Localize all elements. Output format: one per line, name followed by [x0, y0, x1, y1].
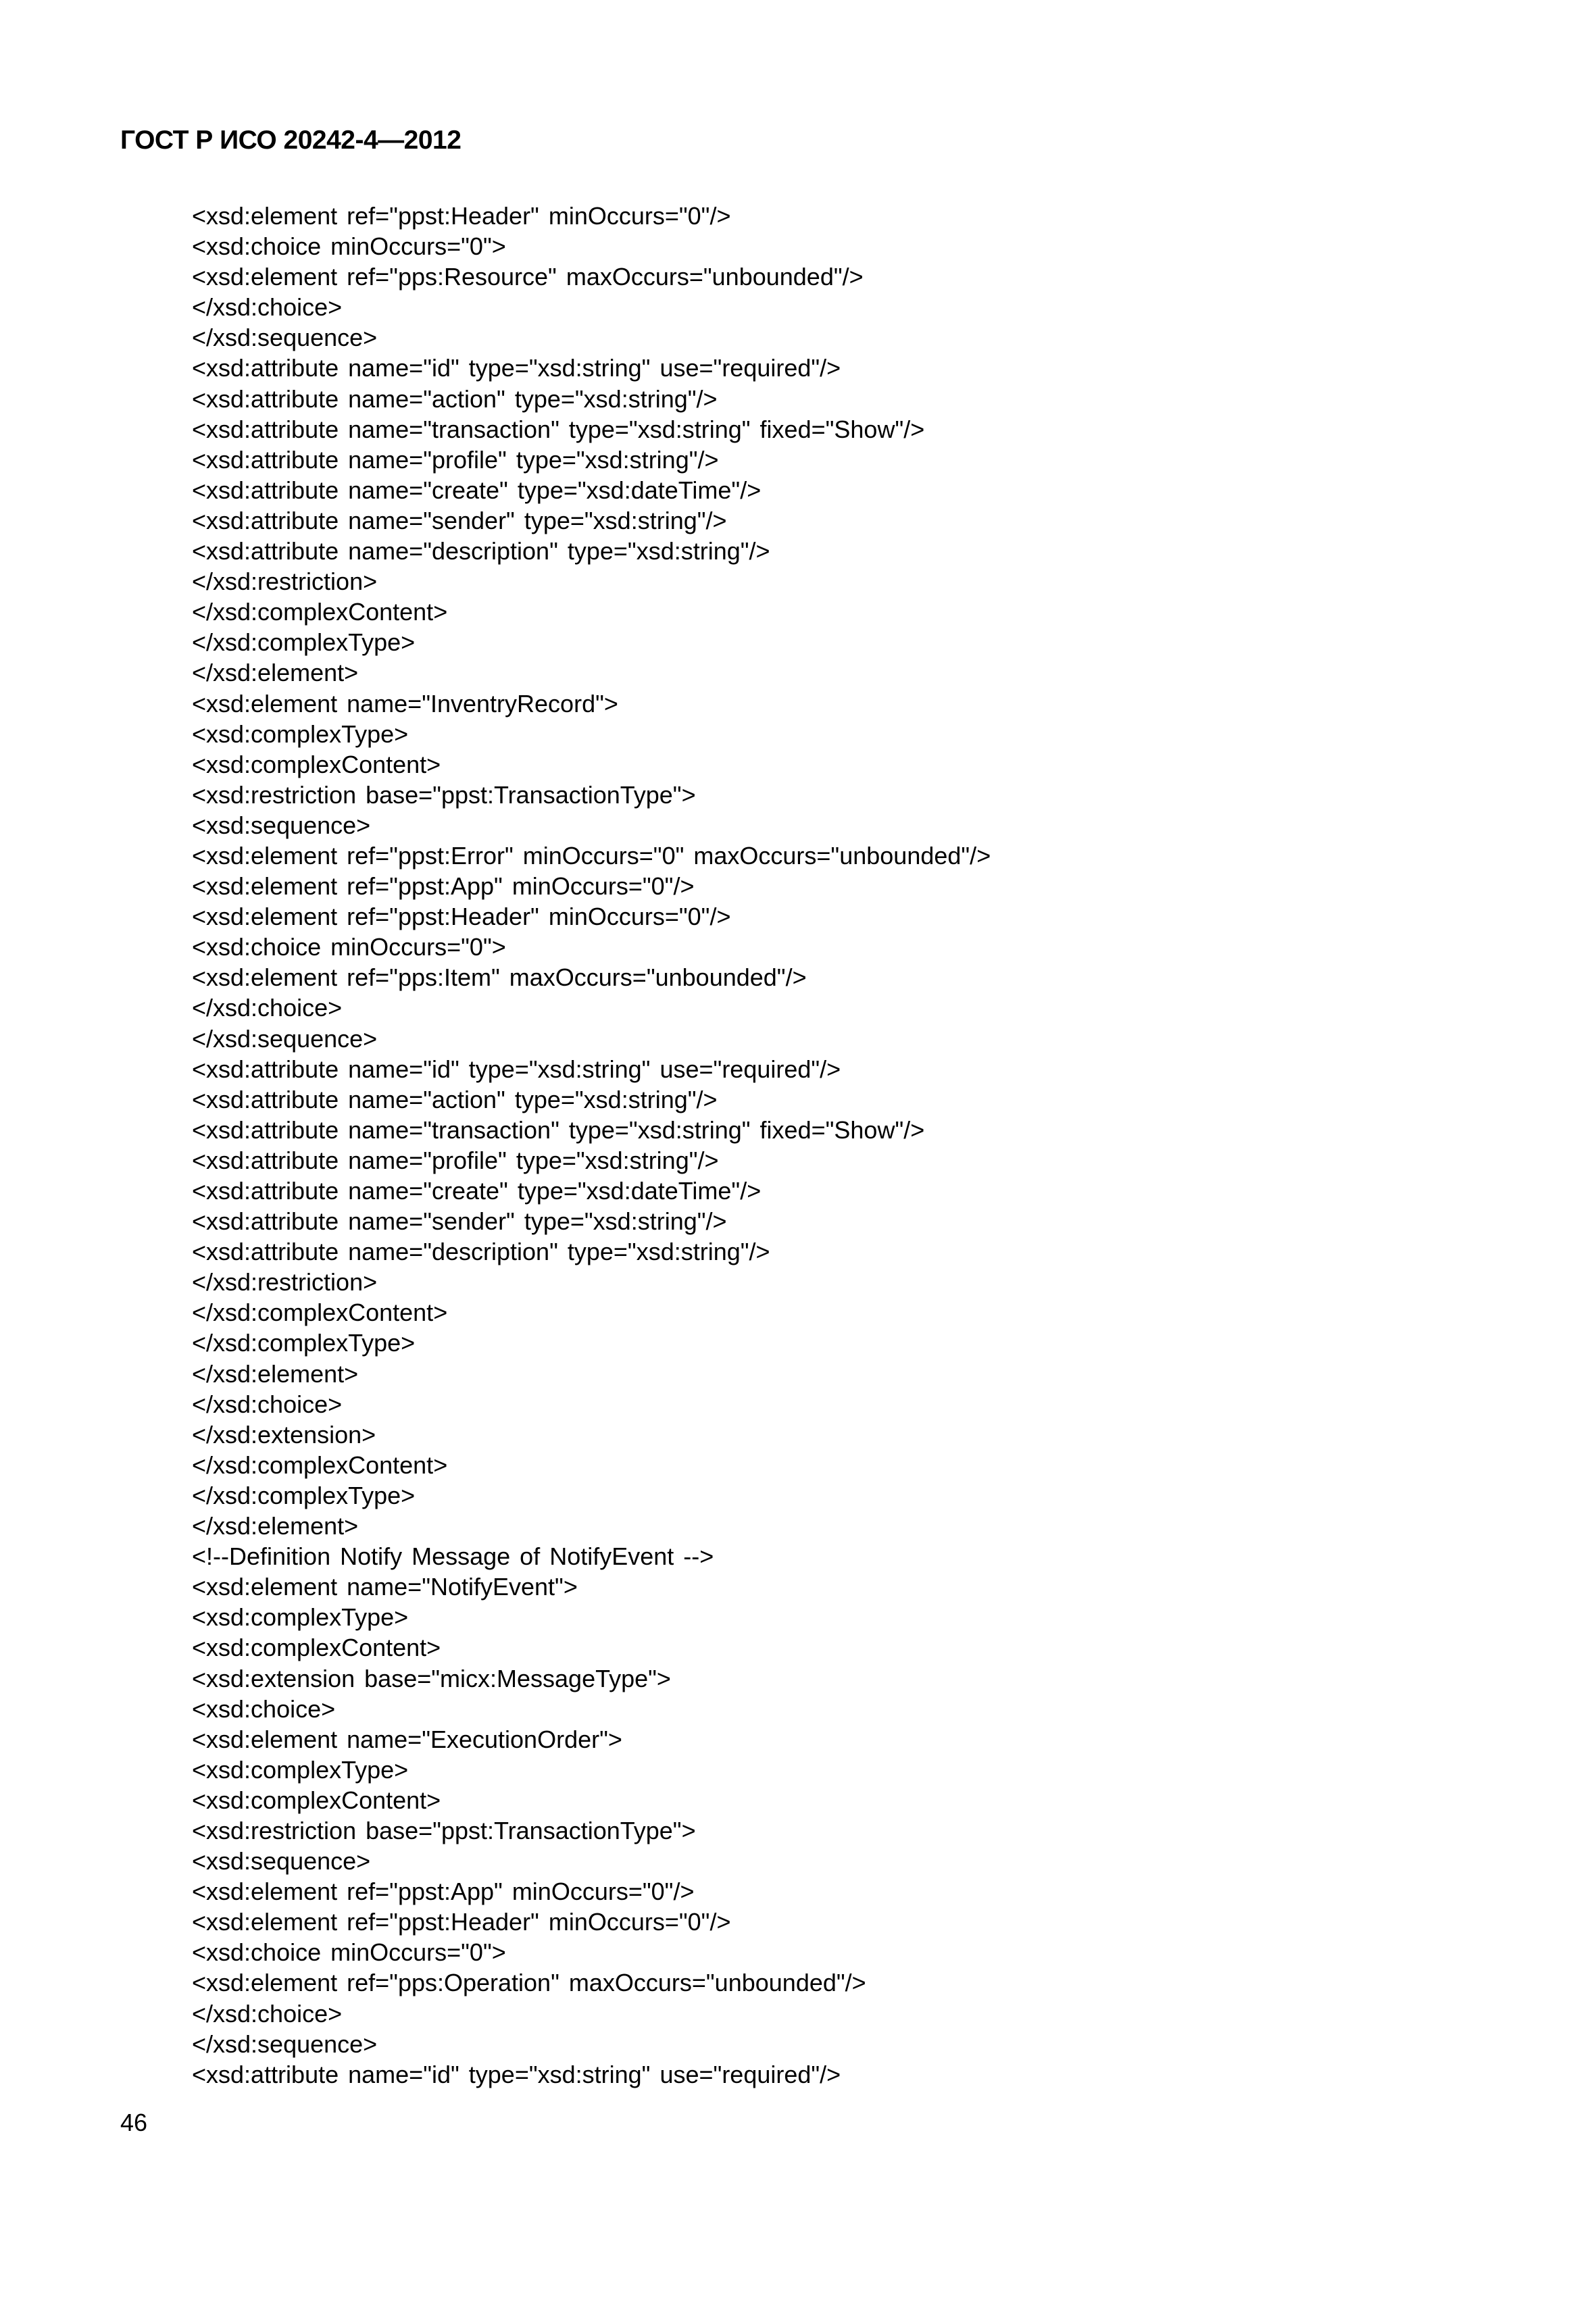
code-line: <xsd:attribute name="action" type="xsd:string"/> — [192, 1085, 718, 1113]
code-line: </xsd:restriction> — [192, 1268, 378, 1297]
code-line: <xsd:element ref="ppst:Header" minOccurs="0"/> — [192, 1908, 731, 1936]
code-line: </xsd:choice> — [192, 994, 343, 1022]
code-line: <xsd:attribute name="id" type="xsd:string" use="required"/> — [192, 354, 841, 382]
page-number: 46 — [120, 2109, 148, 2136]
code-line: <xsd:element name="InventryRecord"> — [192, 689, 618, 718]
code-line: <xsd:restriction base="ppst:TransactionType"> — [192, 1816, 696, 1844]
code-line: <xsd:attribute name="action" type="xsd:string"/> — [192, 384, 718, 413]
code-line: </xsd:complexType> — [192, 628, 416, 657]
code-line: </xsd:choice> — [192, 1999, 343, 2028]
code-line: <xsd:element name="ExecutionOrder"> — [192, 1725, 622, 1753]
code-line: <xsd:attribute name="profile" type="xsd:string"/> — [192, 1146, 719, 1174]
code-line: <xsd:element ref="ppst:App" minOccurs="0"/> — [192, 872, 695, 901]
code-line: <xsd:element name="NotifyEvent"> — [192, 1573, 578, 1601]
code-line: <xsd:attribute name="profile" type="xsd:string"/> — [192, 445, 719, 474]
code-line: <xsd:sequence> — [192, 811, 371, 839]
code-line: <xsd:choice minOccurs="0"> — [192, 1938, 506, 1967]
code-line: <xsd:element ref="pps:Resource" maxOccurs="unbounded"/> — [192, 263, 864, 291]
code-line: <!--Definition Notify Message of NotifyEvent --> — [192, 1542, 714, 1571]
code-line: <xsd:attribute name="description" type="xsd:string"/> — [192, 537, 770, 565]
code-line: </xsd:element> — [192, 1359, 359, 1388]
code-line: <xsd:restriction base="ppst:TransactionType"> — [192, 780, 696, 809]
code-line: <xsd:sequence> — [192, 1847, 371, 1876]
code-line: </xsd:extension> — [192, 1420, 376, 1449]
code-line: <xsd:complexType> — [192, 1603, 409, 1632]
code-line: <xsd:choice> — [192, 1694, 336, 1723]
code-line: </xsd:sequence> — [192, 2030, 378, 2058]
code-line: </xsd:complexContent> — [192, 598, 448, 626]
code-line: <xsd:attribute name="sender" type="xsd:string"/> — [192, 1207, 727, 1236]
code-line: <xsd:attribute name="description" type="xsd:string"/> — [192, 1238, 770, 1266]
code-line: </xsd:restriction> — [192, 568, 378, 596]
code-line: <xsd:attribute name="transaction" type="xsd:string" fixed="Show"/> — [192, 415, 925, 443]
code-line: <xsd:element ref="pps:Item" maxOccurs="unbounded"/> — [192, 963, 807, 992]
document-header: ГОСТ Р ИСО 20242-4—2012 — [120, 126, 462, 155]
code-line: </xsd:complexContent> — [192, 1451, 448, 1479]
code-line: </xsd:complexType> — [192, 1481, 416, 1509]
code-line: <xsd:complexContent> — [192, 1634, 441, 1662]
code-line: <xsd:element ref="ppst:Header" minOccurs="0"/> — [192, 903, 731, 931]
code-line: <xsd:complexType> — [192, 1755, 409, 1784]
code-line: <xsd:element ref="pps:Operation" maxOccurs="unbounded"/> — [192, 1969, 866, 1997]
code-line: <xsd:attribute name="create" type="xsd:dateTime"/> — [192, 476, 762, 504]
code-line: </xsd:choice> — [192, 293, 343, 322]
code-line: <xsd:extension base="micx:MessageType"> — [192, 1664, 671, 1692]
code-line: <xsd:element ref="ppst:Header" minOccurs="0"/> — [192, 202, 731, 230]
code-line: <xsd:complexType> — [192, 720, 409, 748]
xsd-code-listing — [192, 201, 991, 2090]
code-line: <xsd:attribute name="id" type="xsd:string" use="required"/> — [192, 2060, 841, 2088]
code-line: </xsd:sequence> — [192, 324, 378, 352]
code-line: </xsd:sequence> — [192, 1024, 378, 1053]
code-line: </xsd:choice> — [192, 1390, 343, 1418]
code-line: <xsd:element ref="ppst:App" minOccurs="0"/> — [192, 1878, 695, 1906]
code-line: <xsd:element ref="ppst:Error" minOccurs="0" maxOccurs="unbounded"/> — [192, 841, 991, 870]
code-line: </xsd:complexType> — [192, 1329, 416, 1357]
code-line: <xsd:attribute name="create" type="xsd:dateTime"/> — [192, 1177, 762, 1205]
code-line: </xsd:element> — [192, 1512, 359, 1540]
code-line: <xsd:complexContent> — [192, 750, 441, 778]
code-line: <xsd:attribute name="sender" type="xsd:string"/> — [192, 506, 727, 534]
code-line: <xsd:complexContent> — [192, 1786, 441, 1814]
code-line: </xsd:complexContent> — [192, 1299, 448, 1327]
code-line: <xsd:attribute name="id" type="xsd:string" use="required"/> — [192, 1055, 841, 1083]
code-line: </xsd:element> — [192, 659, 359, 687]
code-line: <xsd:choice minOccurs="0"> — [192, 933, 506, 961]
code-line: <xsd:choice minOccurs="0"> — [192, 232, 506, 261]
code-line: <xsd:attribute name="transaction" type="xsd:string" fixed="Show"/> — [192, 1115, 925, 1144]
